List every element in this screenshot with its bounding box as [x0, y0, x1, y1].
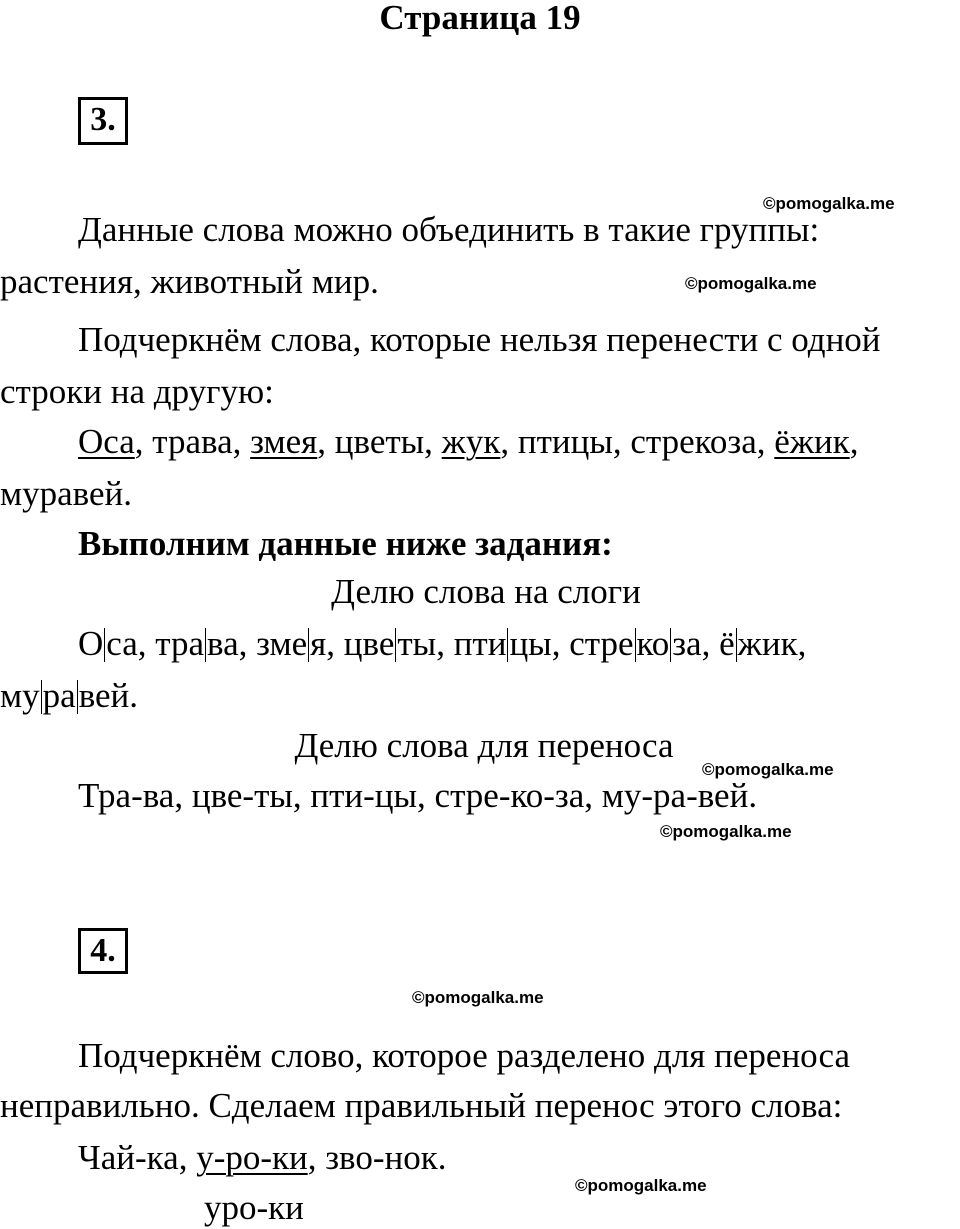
syllables-heading: Делю слова на слоги [331, 572, 641, 611]
word-separator: , [756, 422, 775, 461]
task4-word-list [78, 1138, 447, 1178]
task4-instruction-line1: Подчеркнём слово, которое разделено для переноса [78, 1036, 851, 1075]
word-separator: . [437, 1138, 447, 1177]
word-ptitsy: птицы [517, 422, 613, 461]
word-yozhik: ёжик [774, 422, 850, 461]
syllable: зме [256, 624, 308, 663]
syllable-divider [736, 628, 737, 662]
syllable: ра [42, 676, 76, 715]
syllable-word [155, 624, 238, 663]
syllable-word [0, 676, 129, 715]
syllable-word [256, 624, 326, 663]
word-trava: трава [152, 422, 233, 461]
syllable: цы [509, 624, 552, 663]
task3-instruction-line2: строки на другую: [0, 372, 274, 411]
syllable-word [344, 624, 436, 663]
page-title: Страница 19 [379, 0, 581, 37]
syllable: О [78, 624, 104, 663]
word-separator: , [849, 422, 859, 461]
syllable: ко [636, 624, 670, 663]
syllable-divider [77, 680, 78, 714]
word-separator: , [307, 1138, 326, 1177]
task3-groups-line2: растения, животный мир. [0, 262, 379, 301]
syllable: за [672, 624, 702, 663]
word-separator: , [178, 1138, 197, 1177]
word-zhuk: жук [441, 422, 501, 461]
syllable-divider [635, 628, 636, 662]
word-separator: . [129, 676, 139, 715]
word-separator: , [612, 422, 631, 461]
task4-correction: уро-ки [204, 1188, 304, 1227]
task3-word-list [78, 422, 858, 462]
word-osa: Оса [78, 422, 135, 461]
syllable-word [569, 624, 701, 663]
watermark: ©pomogalka.me [702, 760, 834, 779]
word-zmeya: змея [250, 422, 318, 461]
syllable-divider [205, 628, 206, 662]
task3-instruction-line1: Подчеркнём слова, которые нельзя перенести с одной [78, 320, 881, 359]
syllable: тра [155, 624, 205, 663]
watermark: ©pomogalka.me [412, 988, 544, 1007]
watermark: ©pomogalka.me [660, 822, 792, 841]
syllable-word [719, 624, 797, 663]
syllable: цве [343, 624, 395, 663]
task-number-3: 3. [90, 101, 116, 138]
syllable: ё [719, 624, 735, 663]
task3-word-list-last: муравей. [0, 474, 133, 513]
hyphenation-line: Тра-ва, цве-ты, пти-цы, стре-ко-за, му-ра-вей. [78, 776, 758, 815]
word-separator: , [326, 624, 344, 663]
syllable: ва [207, 624, 239, 663]
syllable: му [0, 676, 40, 715]
word-strekoza: стрекоза [630, 422, 757, 461]
syllable: ты [397, 624, 437, 663]
task3-subtask-heading: Выполним данные ниже задания: [78, 524, 613, 563]
syllable: са [106, 624, 138, 663]
task-number-4: 4. [90, 932, 116, 969]
word-separator: , [551, 624, 570, 663]
word-separator: , [232, 422, 251, 461]
syllables-line-last [0, 676, 138, 716]
syllable-word [454, 624, 552, 663]
word-separator: , [238, 624, 257, 663]
watermark: ©pomogalka.me [685, 274, 817, 293]
watermark: ©pomogalka.me [575, 1176, 707, 1195]
word-zvonok: зво-нок [325, 1138, 438, 1177]
word-separator: , [436, 624, 454, 663]
watermark: ©pomogalka.me [763, 194, 895, 213]
syllable: пти [453, 624, 507, 663]
word-tsvety: цветы [334, 422, 425, 461]
word-separator: , [701, 624, 720, 663]
word-separator: , [134, 422, 153, 461]
task-number-box-4 [78, 928, 128, 974]
syllable: вей [78, 676, 130, 715]
word-separator: , [137, 624, 156, 663]
word-chayka: Чай-ка [78, 1138, 179, 1177]
task3-groups-line1: Данные слова можно объединить в такие группы: [78, 210, 820, 249]
word-separator: , [424, 422, 442, 461]
task-number-box-3 [78, 97, 128, 145]
task4-instruction-line2: неправильно. Сделаем правильный перенос этого слова: [0, 1086, 843, 1125]
word-separator: , [797, 624, 807, 663]
syllable-divider [41, 680, 42, 714]
word-uroki: у-ро-ки [196, 1138, 308, 1177]
word-separator: , [500, 422, 518, 461]
syllable: жик [737, 624, 798, 663]
syllables-line [78, 624, 806, 664]
syllable-word [78, 624, 138, 663]
word-separator: , [317, 422, 335, 461]
hyphenation-heading: Делю слова для переноса [294, 726, 674, 765]
syllable: стре [569, 624, 634, 663]
syllable: я [310, 624, 327, 663]
